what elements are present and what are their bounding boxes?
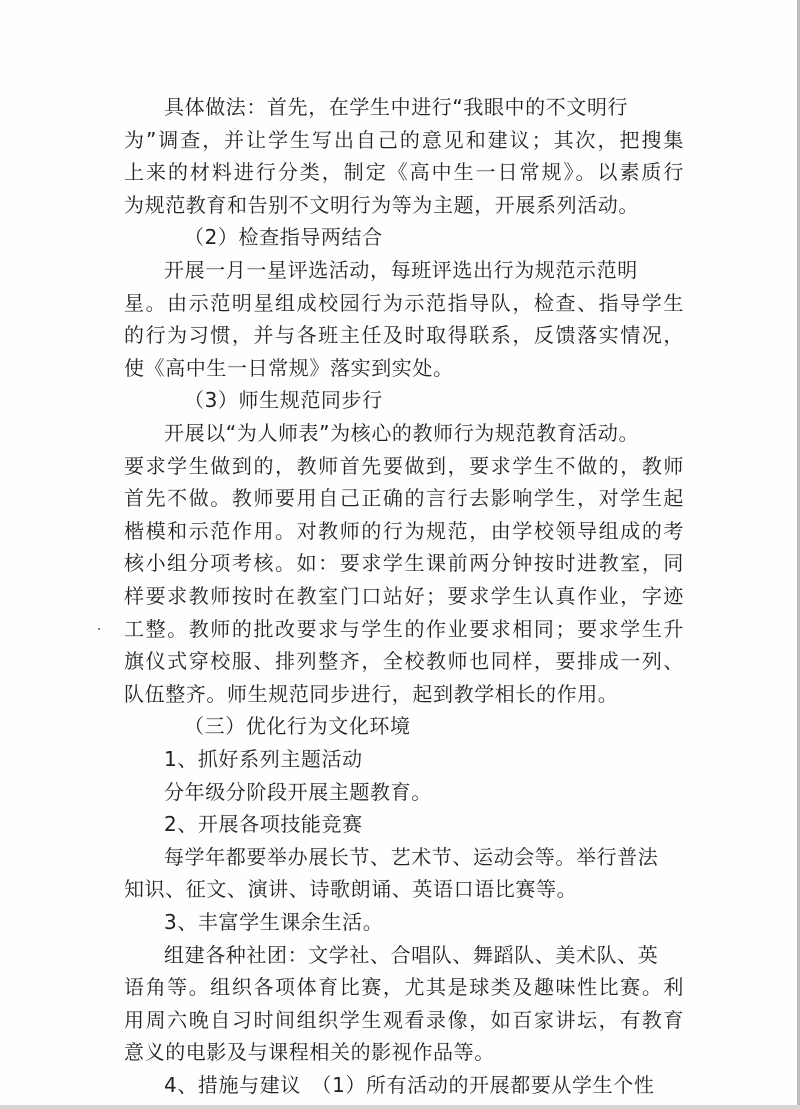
paragraph-line: 旗仪式穿校服、排列整齐，全校教师也同样，要排成一列、 [124,649,684,674]
paragraph-line: 分年级分阶段开展主题教育。 [164,779,432,804]
paragraph-line: 为规范教育和告别不文明行为等为主题，开展系列活动。 [124,192,639,217]
paragraph-line: 核小组分项考核。如：要求学生课前两分钟按时进教室，同 [124,551,684,576]
paragraph-line: 的行为习惯，并与各班主任及时取得联系，反馈落实情况， [124,323,684,348]
scan-speck [98,628,100,630]
subsection-heading: 1、抓好系列主题活动 [164,747,363,771]
paragraph-line: 星。由示范明星组成校园行为示范指导队，检查、指导学生 [124,290,684,315]
paragraph-line: 队伍整齐。师生规范同步进行，起到教学相长的作用。 [124,681,619,706]
paragraph-line: 为”调查，并让学生写出自己的意见和建议；其次，把搜集 [124,127,684,152]
paragraph-line: 意义的电影及与课程相关的影视作品等。 [124,1040,495,1065]
subsection-heading: 3、丰富学生课余生活。 [164,910,384,934]
paragraph-line: 上来的材料进行分类，制定《高中生一日常规》。以素质行 [124,160,684,185]
paragraph-line: 组建各种社团：文学社、合唱队、舞蹈队、美术队、英 [164,942,659,967]
paragraph-line: 开展一月一星评选活动，每班评选出行为规范示范明 [164,258,638,282]
paragraph-line: 知识、征文、演讲、诗歌朗诵、英语口语比赛等。 [124,877,578,902]
scan-bottom-edge [0,1105,800,1109]
paragraph-line: 具体做法：首先，在学生中进行“我眼中的不文明行 [164,95,629,119]
paragraph-line: 语角等。组织各项体育比赛，尤其是球类及趣味性比赛。利 [124,975,684,1000]
paragraph-line: 每学年都要举办展长节、艺术节、运动会等。举行普法 [164,844,659,869]
subsection-heading: 2、开展各项技能竞赛 [164,812,363,837]
paragraph-line: 工整。教师的批改要求与学生的作业要求相同；要求学生升 [124,616,684,641]
section-heading: （三）优化行为文化环境 [184,714,411,739]
paragraph-line: 楷模和示范作用。对教师的行为规范，由学校领导组成的考 [124,518,684,543]
paragraph-line-overflow: 4、措施与建议 （1）所有活动的开展都要从学生个性 [164,1073,655,1097]
section-heading: （2）检查指导两结合 [184,225,383,250]
paragraph-line: 用周六晚自习时间组织学生观看录像，如百家讲坛，有教育 [124,1007,684,1032]
paragraph-line: 开展以“为人师表”为核心的教师行为规范教育活动。 [164,421,640,445]
paragraph-line: 首先不做。教师要用自己正确的言行去影响学生，对学生起 [124,486,684,511]
paragraph-line: 使《高中生一日常规》落实到实处。 [124,355,454,380]
paragraph-line: 样要求教师按时在教室门口站好；要求学生认真作业，字迹 [124,584,684,608]
paragraph-line: 要求学生做到的，教师首先要做到，要求学生不做的，教师 [124,453,684,478]
section-heading: （3）师生规范同步行 [184,388,383,413]
